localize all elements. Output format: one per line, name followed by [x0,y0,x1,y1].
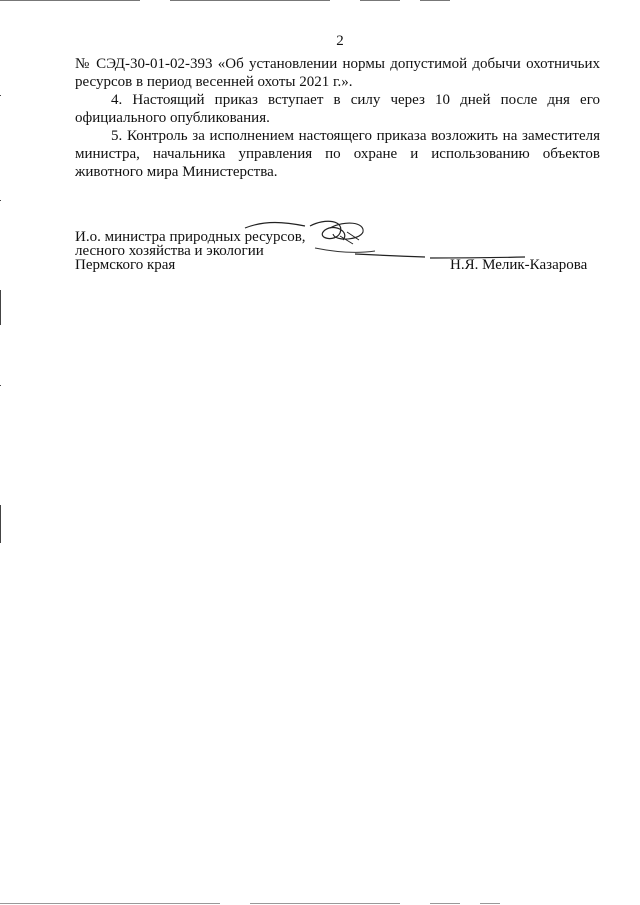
scan-edge-mark [0,95,1,96]
scan-edge-mark [0,200,1,201]
signatory-position-line: Пермского края [75,257,176,273]
scan-edge-mark [0,505,1,543]
document-body [75,55,600,181]
page-number: 2 [336,33,344,49]
signatory-name: Н.Я. Мелик-Казарова [450,257,588,273]
signatory-position-line: лесного хозяйства и экологии [75,243,264,259]
scan-edge-mark [0,385,1,386]
scan-edge-top [0,0,640,3]
paragraph-order-reference: № СЭД-30-01-02-393 «Об установлении нормы допустимой добычи охотничьих ресурсов в период весенней охоты 2021 г.». [75,56,600,90]
scan-edge-mark [0,290,1,325]
signatory-position-line: И.о. министра природных ресурсов, [75,229,306,245]
signature-block [75,230,600,272]
paragraph-item-4: 4. Настоящий приказ вступает в силу через 10 дней после дня его официального опубликования. [75,92,600,126]
paragraph-item-5: 5. Контроль за исполнением настоящего приказа возложить на заместителя министра, начальника управления по охране и использованию объектов животного мира Министерства. [75,128,600,180]
